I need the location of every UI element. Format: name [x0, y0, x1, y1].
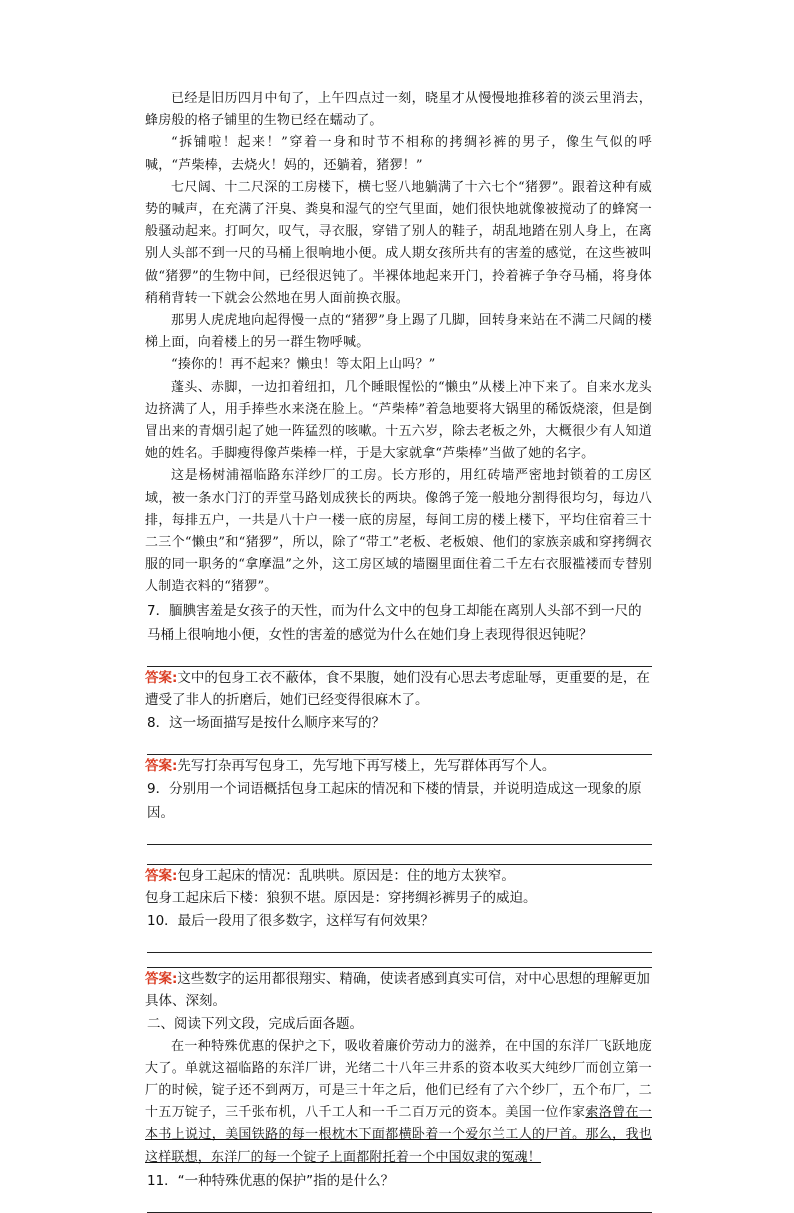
- answer-text: 这些数字的运用都很翔实、精确，使读者感到真实可信，对中心思想的理解更加具体、深刻。: [145, 970, 650, 1009]
- passage-text: 在一种特殊优惠的保护之下，吸收着廉价劳动力的滋养，在中国的东洋厂飞跃地庞大了。单就这福临路的东洋厂讲，光绪二十八年三井系的资本收买大纯纱厂而创立第一厂的时候，锭子还不到两万，可是三十年之后，他们已经有了六个纱厂，五个布厂，二十五万锭子，三千张布机，八千工人和一千二百万元的资本。美国一位作家: [145, 1038, 652, 1121]
- answer-text: 先写打杂再写包身工，先写地下再写楼上，先写群体再写个人。: [177, 757, 556, 774]
- answer-9: [145, 865, 652, 887]
- answer-line[interactable]: [147, 825, 652, 845]
- answer-line[interactable]: [147, 647, 652, 667]
- answer-9-line2: 包身工起床后下楼：狼狈不堪。原因是：穿拷绸衫裤男子的威迫。: [145, 889, 537, 906]
- underlined-text: 索洛曾在一本书上说过，美国铁路的每一根枕木下面都横卧着一个爱尔兰工人的尸首。那么，我也这样联想，东洋厂的每一个锭子上面都附托着一个中国奴隶的冤魂！: [145, 1105, 652, 1165]
- question-10: 10．最后一段用了很多数字，这样写有何效果？: [147, 912, 435, 929]
- question-9: 9．分别用一个词语概括包身工起床的情况和下楼的情景，并说明造成这一现象的原因。: [147, 780, 642, 821]
- answer-8: [145, 755, 652, 777]
- answer-label: 答案:: [145, 669, 178, 686]
- passage-paragraph: 七尺阔、十二尺深的工房楼下，横七竖八地躺满了十六七个“猪猡”。跟着这种有威势的喊声，在充满了汗臭、粪臭和湿气的空气里面，她们很快地就像被搅动了的蜂窝一般骚动起来。打呵欠，叹气，寻衣服，穿错了别人的鞋子，胡乱地踏在别人身上，在离别人头部不到一尺的马桶上很响地小便。成人期女孩所共有的害羞的感觉，在这些被叫做“猪猡”的生物中间，已经很迟钝了。半裸体地起来开门，拎着裤子争夺马桶，将身体稍稍背转一下就会公然地在男人面前换衣服。: [145, 179, 652, 306]
- section-heading: 二、阅读下列文段，完成后面各题。: [147, 1015, 363, 1032]
- passage-paragraph: “揍你的！再不起来？懒虫！等太阳上山吗？”: [171, 357, 436, 373]
- answer-label: 答案:: [145, 757, 178, 774]
- passage-paragraph: 已经是旧历四月中旬了，上午四点过一刻，晓星才从慢慢地推移着的淡云里消去，蜂房般的格子铺里的生物已经在蠕动了。: [145, 91, 652, 129]
- answer-line[interactable]: [147, 735, 652, 755]
- passage-paragraph: 蓬头、赤脚，一边扣着纽扣，几个睡眼惺忪的“懒虫”从楼上冲下来了。自来水龙头边挤满了人，用手捧些水来浇在脸上。“芦柴棒”着急地要将大锅里的稀饭烧滚，但是倒冒出来的青烟引起了她一阵猛烈的咳嗽。十五六岁，除去老板之外，大概很少有人知道她的姓名。手脚瘦得像芦柴棒一样，于是大家就拿“芦柴棒”当做了她的名字。: [145, 379, 652, 462]
- question-11: 11．“一种特殊优惠的保护”指的是什么？: [147, 1172, 395, 1189]
- answer-text: 包身工起床的情况：乱哄哄。原因是：住的地方太狭窄。: [177, 867, 515, 884]
- passage-paragraph: 那男人虎虎地向起得慢一点的“猪猡”身上踢了几脚，回转身来站在不满二尺阔的楼梯上面，向着楼上的另一群生物呼喊。: [145, 313, 652, 351]
- answer-label: 答案:: [145, 970, 178, 987]
- answer-line[interactable]: [147, 953, 652, 968]
- answer-line[interactable]: [147, 933, 652, 953]
- document-body: [145, 88, 652, 1213]
- answer-label: 答案:: [145, 867, 178, 884]
- passage-paragraph: [145, 1036, 652, 1169]
- answer-line[interactable]: [147, 1193, 652, 1213]
- passage-paragraph: 这是杨树浦福临路东洋纱厂的工房。长方形的，用红砖墙严密地封锁着的工房区域，被一条水门汀的弄堂马路划成狭长的两块。像鸽子笼一般地分割得很均匀，每边八排，每排五户，一共是八十户一楼一底的房屋，每间工房的楼上楼下，平均住宿着三十二三个“懒虫”和“猪猡”，所以，除了“带工”老板、老板娘、他们的家族亲戚和穿拷绸衣服的同一职务的“拿摩温”之外，这工房区域的墙圈里面住着二千左右衣服褴褛而专替别人制造衣料的“猪猡”。: [145, 468, 652, 595]
- passage-paragraph: “拆铺啦！起来！”穿着一身和时节不相称的拷绸衫裤的男子，像生气似的呼喊，“芦柴棒，去烧火！妈的，还躺着，猪猡！”: [145, 135, 652, 173]
- answer-10: [145, 968, 652, 1012]
- answer-text: 文中的包身工衣不蔽体，食不果腹，她们没有心思去考虑耻辱，更重要的是，在遭受了非人的折磨后，她们已经变得很麻木了。: [145, 669, 650, 708]
- answer-line[interactable]: [147, 845, 652, 865]
- question-8: 8．这一场面描写是按什么顺序来写的？: [147, 714, 386, 731]
- question-7: 7．腼腆害羞是女孩子的天性，而为什么文中的包身工却能在离别人头部不到一尺的马桶上很响地小便，女性的害羞的感觉为什么在她们身上表现得很迟钝呢？: [147, 602, 642, 643]
- answer-7: [145, 667, 652, 711]
